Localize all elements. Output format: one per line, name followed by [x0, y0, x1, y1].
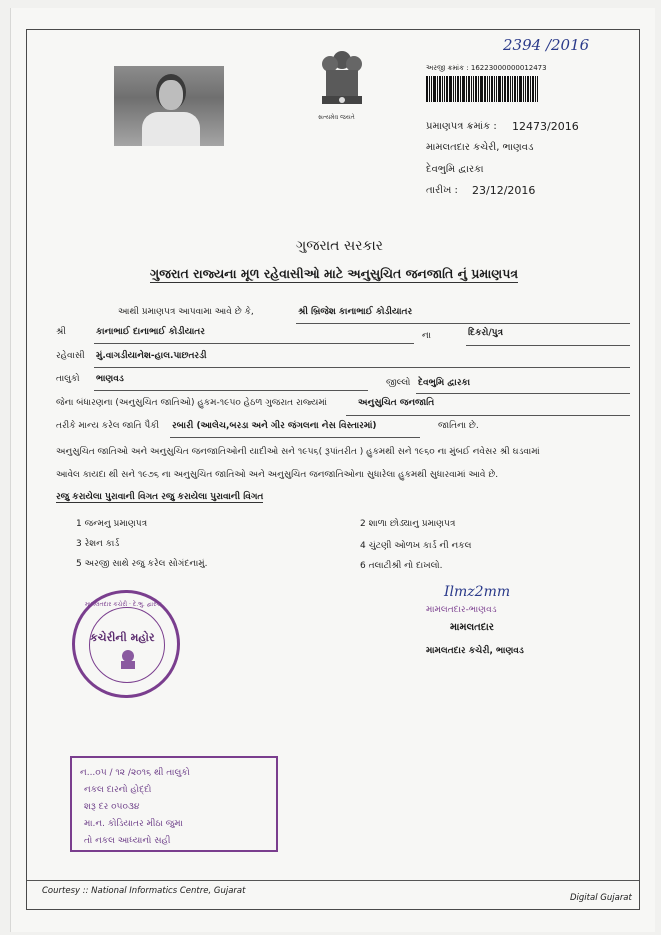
caste-value: રબારી (આલેચ,બરડા અને ગીર જંગલના નેસ વિસ્તારમાં) — [172, 421, 377, 431]
shri-label: શ્રી — [56, 327, 66, 337]
signer-office: મામલતદાર કચેરી, ભાણવડ — [426, 646, 524, 656]
document-item: 1 જન્મનુ પ્રમાણપત્ર — [76, 519, 148, 529]
barcode — [426, 76, 556, 102]
cert-number-value: 12473/2016 — [512, 120, 579, 133]
cert-number-label: પ્રમાણપત્ર ક્રમાંક : — [426, 121, 497, 132]
district-heading: દેવભુમિ દ્વારકા — [426, 164, 484, 175]
date-value: 23/12/2016 — [472, 184, 536, 197]
national-emblem-icon — [312, 48, 372, 120]
stamp-line: તો નકલ આધ્યાનો સહી — [84, 836, 171, 846]
handwritten-reference: 2394 /2016 — [503, 36, 590, 54]
stamp-line: નકલ દારનો હોદ્દો — [84, 785, 152, 795]
document-item: 6 તલાટીશ્રી નો દાખલો. — [360, 561, 443, 571]
father-name: કાનાભાઈ દાનાભાઈ કોડીયાતર — [96, 327, 205, 337]
taluka-label: તાલુકો — [56, 374, 80, 384]
district-label: જીલ્લો — [386, 378, 411, 388]
document-title: ગુજરાત રાજ્યના મૂળ રહેવાસીઓ માટે અનુસુચિત જનજાતિ નું પ્રમાણપત્ર — [150, 266, 519, 281]
district-value: દેવભુમિ દ્વારકા — [418, 378, 471, 388]
document-item: 3 રેશન કાર્ડ — [76, 539, 120, 549]
taluka-value: ભાણવડ — [96, 374, 124, 384]
stamp-line: શરૂ દર ૦૫૦૩૪ — [84, 802, 140, 812]
footer-credit: Courtesy :: National Informatics Centre, Gujarat — [42, 886, 246, 896]
footer-brand: Digital Gujarat — [570, 893, 632, 903]
seal-emblem-icon — [115, 647, 141, 673]
stamp-line: મા.ન. કોડિયાતર મીઠા જુમા — [84, 819, 183, 829]
verification-stamp — [70, 756, 278, 852]
signer-title: મામલતદાર — [450, 622, 494, 633]
intro-text: આથી પ્રમાણપત્ર આપવામા આવે છે કે, — [118, 307, 254, 317]
applicant-name: શ્રી બ્રિજેશ કાનાભાઈ કોડીયાતર — [298, 307, 413, 317]
document-item: 2 શાળા છોડ્યાનુ પ્રમાણપત્ર — [360, 519, 456, 529]
recognized-text: તરીકે માન્ય કરેલ જાતિ પૈકી — [56, 421, 160, 431]
seal-ring-text: મામલતદાર કચેરી · દે.ભુ. દ્વારકા — [85, 601, 162, 608]
signature: Ilmz2mm — [444, 584, 511, 600]
office-seal — [72, 590, 180, 698]
order-value: અનુસુચિત જનજાતિ — [358, 398, 435, 408]
applicant-photo — [114, 66, 224, 146]
government-title: ગુજરાત સરકાર — [296, 238, 383, 254]
resident-label: રહેવાસી — [56, 351, 85, 361]
na-label: ના — [422, 331, 431, 341]
stamp-line: ન...૦૫ / ૧૨ /૨૦૧૬ થી તાલુકો — [80, 768, 190, 778]
emblem-caption: સત્યમેવ જયતે — [318, 114, 355, 121]
resident-value: મું.વાગડીયાનેશ-હાલ.પાછતરડી — [96, 351, 207, 361]
document-item: 4 ચુંટણી ઓળખ કાર્ડ ની નકલ — [360, 541, 472, 551]
paragraph-line-1: અનુસુચિત જાતિઓ અને અનુસુચિત જનજાતિઓની યાદીઓ સને ૧૯૫૬( રૂપાંતરીત ) હુકમથી સને ૧૯૬૦ ના મુંબઈ નવેસર શ્રી ઘડવામાં — [56, 447, 540, 457]
paragraph-line-2: આવેલ કાયદા થી સને ૧૯૭૬ ના અનુસુચિત જાતિઓ અને અનુસુચિત જનજાતિઓના સુધારેલા હુકમથી સુધારવામાં આવે છે. — [56, 470, 499, 480]
relation: દિકરો/પુત્ર — [468, 328, 503, 338]
caste-suffix: જાતિના છે. — [438, 421, 479, 431]
documents-heading: રજુ કરાયેલા પુરાવાની વિગત રજુ કરાયેલા પુરાવાની વિગત — [56, 492, 264, 502]
application-number: અરજી ક્રમાંક : 16223000000012473 — [426, 64, 547, 72]
date-label: તારીખ : — [426, 185, 458, 196]
seal-label: કચેરીની મહોર — [90, 631, 155, 644]
document-item: 5 અરજી સાથે રજુ કરેલ સોગંદનામું. — [76, 559, 208, 569]
order-text: જેના બંધારણના (અનુસુચિત જાતિઓ) હુકમ-૧૯૫૦ હેઠળ ગુજરાત રાજ્યમાં — [56, 398, 327, 408]
sign-stamp: મામલતદાર-ભાણવડ — [426, 605, 497, 615]
office-name: મામલતદાર કચેરી, ભાણવડ — [426, 142, 534, 153]
